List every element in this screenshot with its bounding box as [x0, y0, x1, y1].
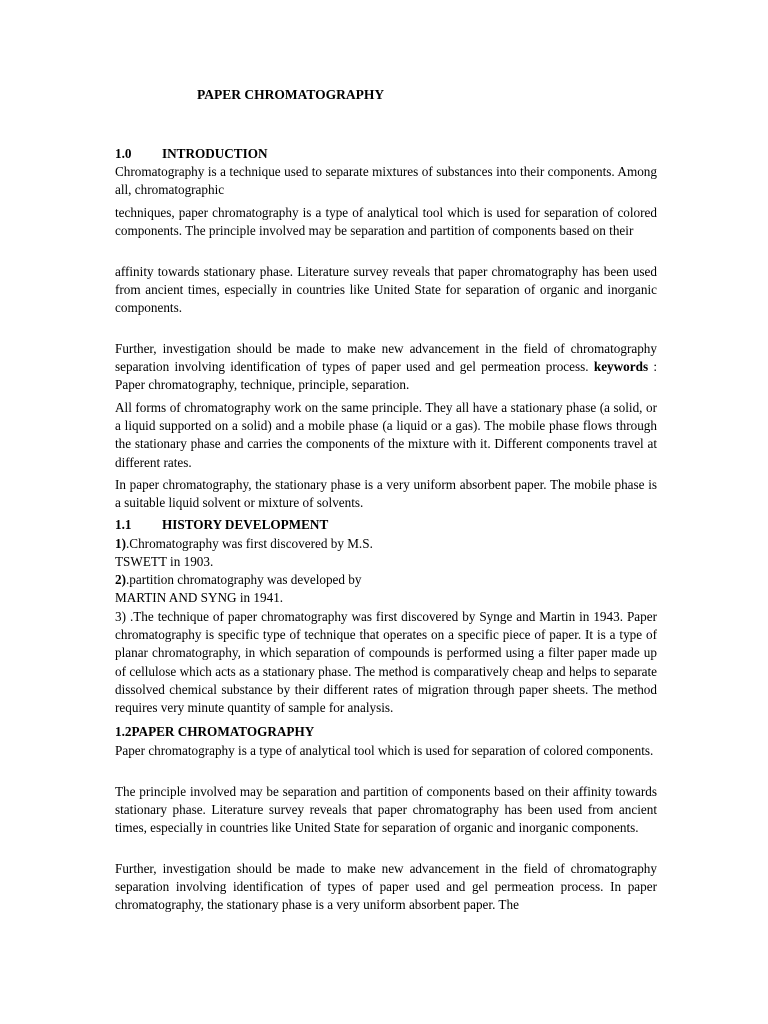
paper-paragraph-2: The principle involved may be separation and partition of components based on their affinity towards stationary phase. Literature survey reveals that paper chromatography has been used from ancient times, especially in countries like United State for separation of organic and inorganic components. [115, 784, 657, 836]
section-heading-paper-chromatography [115, 723, 314, 741]
paragraph-text: Further, investigation should be made to make new advancement in the field of chromatography separation involving identification of types of paper used and gel permeation process. [115, 341, 657, 375]
intro-paragraph-1: Chromatography is a technique used to separate mixtures of substances into their components. Among all, chromatographic [115, 164, 657, 198]
section-number: 1.2 [115, 724, 132, 739]
section-title: HISTORY DEVELOPMENT [162, 517, 329, 532]
paper-paragraph-1: Paper chromatography is a type of analytical tool which is used for separation of colored components. [115, 743, 654, 758]
section-title: INTRODUCTION [162, 146, 268, 161]
intro-paragraph-4 [115, 340, 657, 395]
intro-paragraph-6: In paper chromatography, the stationary phase is a very uniform absorbent paper. The mobile phase is a suitable liquid solvent or mixture of solvents. [115, 477, 657, 511]
list-text: .Chromatography was first discovered by M.S. [126, 536, 373, 551]
section-number: 1.1 [115, 517, 132, 532]
section-number: 1.0 [115, 146, 132, 161]
section-heading-history [115, 516, 328, 534]
intro-paragraph-3: affinity towards stationary phase. Literature survey reveals that paper chromatography has been used from ancient times, especially in countries like United State for separation of organic and inorganic components. [115, 264, 657, 316]
intro-paragraph-2: techniques, paper chromatography is a type of analytical tool which is used for separation of colored components. The principle involved may be separation and partition of components based on their [115, 205, 657, 239]
history-item-2 [115, 571, 361, 589]
section-title: PAPER CHROMATOGRAPHY [131, 724, 315, 739]
history-item-1 [115, 535, 373, 553]
section-heading-introduction [115, 145, 268, 163]
paper-paragraph-3: Further, investigation should be made to make new advancement in the field of chromatography separation involving identification of types of paper used and gel permeation process. In paper chromatography, the stationary phase is a very uniform absorbent paper. The [115, 861, 657, 913]
history-item-1-continued: TSWETT in 1903. [115, 554, 214, 569]
list-text: .partition chromatography was developed by [126, 572, 362, 587]
history-item-2-continued: MARTIN AND SYNG in 1941. [115, 590, 284, 605]
document-title: PAPER CHROMATOGRAPHY [197, 87, 385, 102]
history-item-3: 3) .The technique of paper chromatography was first discovered by Synge and Martin in 1943. Paper chromatography is specific type of technique that operates on a specific piece of paper. It is a type of planar chromatography, in which separation of compounds is performed using a filter paper made up of cellulose which acts as a stationary phase. The method is comparatively cheap and helps to separate dissolved chemical substance by their different rates of migration through paper sheets. The method requires very minute quantity of sample for analysis. [115, 609, 657, 716]
keywords-text: : Paper chromatography, technique, principle, separation. [115, 359, 658, 393]
intro-paragraph-5: All forms of chromatography work on the same principle. They all have a stationary phase (a solid, or a liquid supported on a solid) and a mobile phase (a liquid or a gas). The mobile phase flows through the stationary phase and carries the components of the mixture with it. Different components travel at different rates. [115, 400, 657, 470]
list-number: 2) [115, 572, 126, 587]
list-number: 1) [115, 536, 126, 551]
keywords-label: keywords [593, 359, 649, 375]
